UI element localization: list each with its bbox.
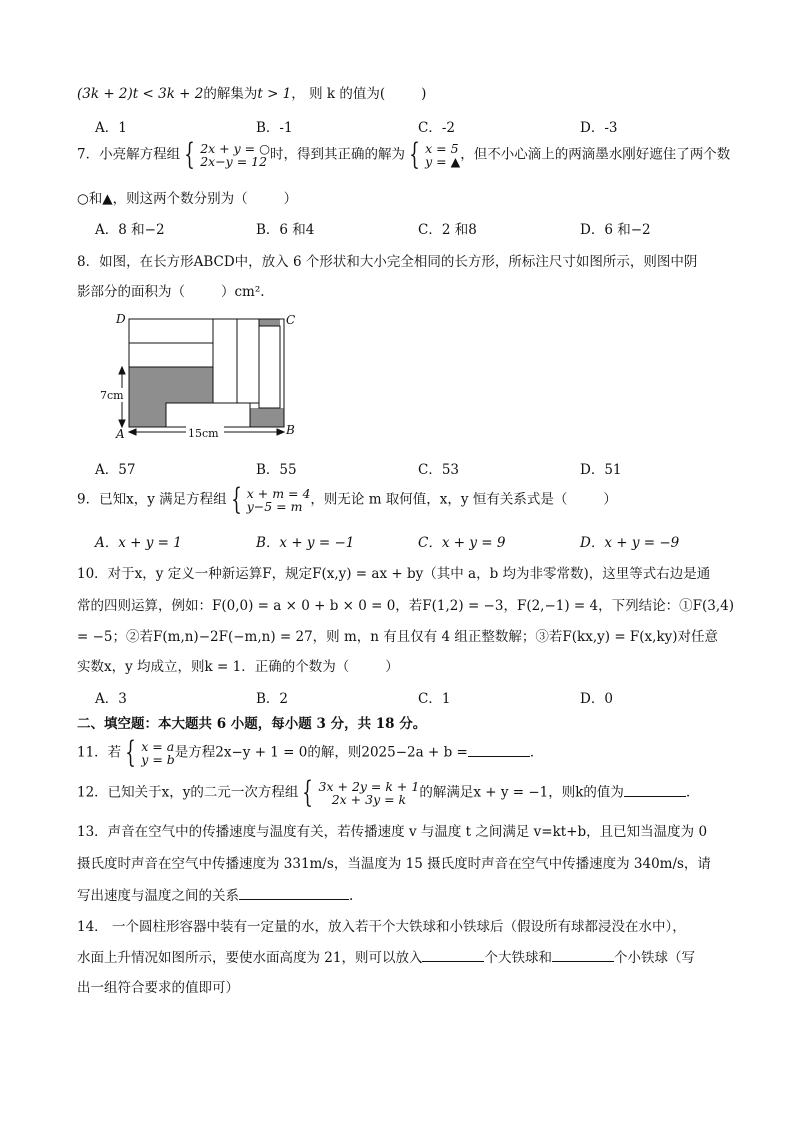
q9-line1: 9．已知x，y 满足方程组 { x + m = 4 y−5 = m ，则无论 m 取何值，x，y 恒有关系式是（ ）	[77, 482, 617, 517]
q7-option-b[interactable]: B．6 和4	[256, 222, 315, 238]
q9-option-d[interactable]: D．x + y = −9	[580, 535, 680, 551]
q11-answer-blank[interactable]	[468, 744, 530, 757]
q8-line1: 8．如图，在长方形ABCD中，放入 6 个形状和大小完全相同的长方形，所标注尺寸如图所示，则图中阴	[77, 254, 698, 270]
q9-system: { x + m = 4 y−5 = m	[230, 482, 311, 517]
q10-line4: 实数x，y 均成立，则k = 1．正确的个数为（ ）	[77, 659, 399, 675]
q9-option-c[interactable]: C．x + y = 9	[418, 535, 506, 551]
q13-line2: 摄氏度时声音在空气中传播速度为 331m/s，当温度为 15 摄氏度时声音在空气中传播速度为 340m/s，请	[77, 856, 711, 872]
q6-option-b[interactable]: B．-1	[256, 120, 293, 136]
q6-tail: (3k + 2)t < 3k + 2的解集为t > 1， 则 k 的值为( )	[77, 86, 427, 102]
q12-answer-blank[interactable]	[624, 784, 686, 797]
q8-option-b[interactable]: B．55	[256, 462, 297, 478]
q10-option-d[interactable]: D．0	[580, 691, 613, 707]
q12-line: 12．已知关于x，y的二元一次方程组 { 3x + 2y = k + 1 2x + 3y = k 的解满足x + y = −1，则k的值为 ．	[77, 775, 700, 810]
q10-option-b[interactable]: B．2	[256, 691, 289, 707]
q13-line3: 写出速度与温度之间的关系 .	[77, 888, 354, 904]
q7-option-d[interactable]: D．6 和−2	[580, 222, 651, 238]
label-D: D	[116, 312, 126, 326]
q6-inequality: (3k + 2)t < 3k + 2	[77, 86, 204, 102]
q10-option-c[interactable]: C．1	[418, 691, 451, 707]
q8-option-a[interactable]: A．57	[95, 462, 136, 478]
q6-option-a[interactable]: A．1	[95, 120, 127, 136]
label-B: B	[286, 423, 295, 437]
label-C: C	[286, 313, 296, 327]
q9-option-b[interactable]: B．x + y = −1	[256, 535, 355, 551]
q8-line2: 影部分的面积为（ ）cm².	[77, 284, 265, 300]
q6-option-c[interactable]: C．-2	[418, 120, 455, 136]
section-2-title: 二、填空题：本大题共 6 小题，每小题 3 分，共 18 分。	[77, 716, 427, 732]
q8-option-d[interactable]: D．51	[580, 462, 622, 478]
q10-option-a[interactable]: A．3	[95, 691, 127, 707]
q7-line2: ○和▲，则这两个数分别为（ ）	[77, 191, 298, 207]
q8-rectangle-figure	[100, 310, 300, 445]
q7-system: { 2x + y = ○ 2x−y = 12	[184, 137, 270, 172]
q10-line1: 10．对于x，y 定义一种新运算F，规定F(x,y) = ax + by（其中 a，b 均为非零常数)，这里等式右边是通	[77, 566, 711, 582]
q14-large-balls-blank[interactable]	[422, 949, 484, 962]
q7-line1: 7．小亮解方程组 { 2x + y = ○ 2x−y = 12 时，得到其正确的解为 { x = 5 y = ▲ ，但不小心滴上的两滴墨水刚好遮住了两个数	[77, 137, 731, 172]
q8-option-c[interactable]: C．53	[418, 462, 460, 478]
q11-line: 11．若 { x = a y = b 是方程2x−y + 1 = 0的解，则2025−2a + b = ．	[77, 735, 544, 770]
shaded-region-top-right	[259, 319, 280, 326]
q14-line2: 水面上升情况如图所示，要使水面高度为 21，则可以放入 个大铁球和 个小铁球（写	[77, 950, 695, 966]
dim-height: 7cm	[100, 389, 124, 402]
label-A: A	[116, 427, 125, 441]
q10-line3: = −5；②若F(m,n)−2F(−m,n) = 27，则 m，n 有且仅有 4 组正整数解；③若F(kx,y) = F(x,ky)对任意	[77, 629, 719, 645]
q11-system: { x = a y = b	[125, 735, 175, 770]
q7-option-a[interactable]: A．8 和−2	[95, 222, 165, 238]
q13-answer-blank[interactable]	[239, 887, 349, 900]
q7-option-c[interactable]: C．2 和8	[418, 222, 477, 238]
shaded-region-right	[249, 408, 284, 427]
q14-line3: 出一组符合要求的值即可）	[77, 980, 239, 996]
q6-option-d[interactable]: D．-3	[580, 120, 618, 136]
q9-option-a[interactable]: A．x + y = 1	[95, 535, 182, 551]
q10-line2: 常的四则运算，例如：F(0,0) = a × 0 + b × 0 = 0，若F(1,2) = −3，F(2,−1) = 4，下列结论：①F(3,4)	[77, 598, 734, 614]
dim-width: 15cm	[188, 427, 219, 440]
q14-small-balls-blank[interactable]	[552, 949, 614, 962]
q14-line1: 14． 一个圆柱形容器中装有一定量的水，放入若干个大铁球和小铁球后（假设所有球都浸没在水中），	[77, 919, 686, 935]
q7-solution: { x = 5 y = ▲	[409, 137, 461, 172]
q13-line1: 13．声音在空气中的传播速度与温度有关，若传播速度 v 与温度 t 之间满足 v=kt+b，且已知当温度为 0	[77, 824, 708, 840]
q12-system: { 3x + 2y = k + 1 2x + 3y = k	[302, 775, 420, 810]
